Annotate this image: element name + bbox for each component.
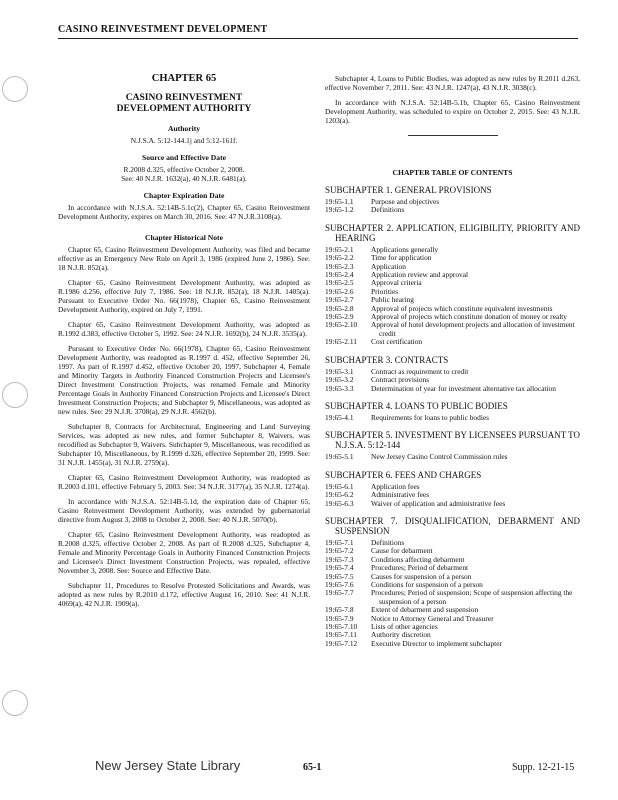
section-number: 19:65-2.4 xyxy=(325,270,354,280)
toc-entry xyxy=(325,483,580,491)
divider-rule xyxy=(408,135,498,136)
section-number: 19:65-7.11 xyxy=(325,630,357,640)
section-title: Executive Director to implement subchapter xyxy=(371,638,502,648)
toc-heading: CHAPTER TABLE OF CONTENTS xyxy=(392,168,513,177)
toc-entry xyxy=(325,271,580,279)
section-title: Approval of hotel development projects and allocation of investment credit xyxy=(371,320,575,338)
section-title: Applications generally xyxy=(371,244,439,254)
page-number: 65-1 xyxy=(303,762,322,773)
section-title: Lists of other agencies xyxy=(371,622,438,631)
subchapter-heading: SUBCHAPTER 5. INVESTMENT BY LICENSEES PURSUANT TO N.J.S.A. 5:12-144 xyxy=(325,430,580,451)
section-title: New Jersey Casino Control Commission rules xyxy=(371,452,508,462)
section-number: 19:65-7.4 xyxy=(325,563,354,573)
history-paragraph: Chapter 65, Casino Reinvestment Development Authority, was adopted as R.1986 d.256, effective July 7, 1986. See: 18 N.J.R. 852(a), 18 N.J.R. 1405(a). Pursuant to Executive Order No. 66(1978), Chapter 65, Casino Reinvestment Development Authority, expired on July 7, 1991. xyxy=(58,278,310,314)
section-number: 19:65-2.1 xyxy=(325,244,354,254)
subchapter-heading: SUBCHAPTER 4. LOANS TO PUBLIC BODIES xyxy=(325,400,508,411)
history-paragraph: Subchapter 11, Procedures to Resolve Protested Solicitations and Awards, was adopted as new rules by R.2010 d.172, effective August 16, 2010. See: 41 N.J.R. 4069(a), 42 N.J.R. 1909(a). xyxy=(58,581,310,608)
expiration-heading: Chapter Expiration Date xyxy=(143,191,225,200)
section-title: Contract provisions xyxy=(371,375,430,385)
toc-entry xyxy=(325,385,580,393)
toc-entry xyxy=(325,615,580,623)
punch-hole-mark xyxy=(2,690,28,716)
section-title: Cause for debarment xyxy=(371,546,433,556)
chapter-title-line: DEVELOPMENT AUTHORITY xyxy=(116,104,252,114)
section-number: 19:65-2.2 xyxy=(325,253,354,263)
section-number: 19:65-2.5 xyxy=(325,278,354,288)
section-title: Procedures; Period of debarment xyxy=(371,563,469,573)
right-column xyxy=(325,74,580,648)
toc-entry xyxy=(325,279,580,287)
history-paragraph: Chapter 65, Casino Reinvestment Development Authority, was filed and became effective as an Emergency New Rule on April 3, 1986 (expired June 2, 1986). See: 18 N.J.R. 852(a). xyxy=(58,245,310,272)
section-title: Administrative fees xyxy=(371,490,430,500)
section-title: Approval of projects which constitute equivalent investments xyxy=(371,303,553,313)
chapter-title xyxy=(58,93,310,115)
section-title: Contract as requirement to credit xyxy=(371,366,469,376)
source-heading: Source and Effective Date xyxy=(141,153,226,162)
section-number: 19:65-6.1 xyxy=(325,481,354,491)
section-title: Application review and approval xyxy=(371,270,469,280)
subchapter-heading: SUBCHAPTER 2. APPLICATION, ELIGIBILITY, PRIORITY AND HEARING xyxy=(325,222,580,243)
section-number: 19:65-3.2 xyxy=(325,375,354,385)
toc-entry xyxy=(325,453,580,461)
section-title: Application xyxy=(371,261,406,271)
section-number: 19:65-6.2 xyxy=(325,490,354,500)
subchapter-heading: SUBCHAPTER 1. GENERAL PROVISIONS xyxy=(325,185,492,195)
section-title: Extent of debarment and suspension xyxy=(371,605,479,615)
history-paragraph: Chapter 65, Casino Reinvestment Development Authority, was readopted as R.2008 d.325, effective October 2, 2008. As part of R.2008 d.325, Subchapter 4, Female and Minority Percentage Goals in Authority Financed Construction Projects and Licensee's Direct Investment Construction Projects, was repealed, effective November 3, 2008. See: Source and Effective Date. xyxy=(58,530,310,575)
section-number: 19:65-7.10 xyxy=(325,622,358,631)
section-title: Priorities xyxy=(371,286,399,296)
supplement-date: Supp. 12-21-15 xyxy=(512,762,575,773)
history-paragraph: Chapter 65, Casino Reinvestment Development Authority, was readopted as R.2003 d.101, effective February 5, 2003. See: 34 N.J.R. 3177(a), 35 N.J.R. 1274(a). xyxy=(58,473,310,491)
section-number: 19:65-2.8 xyxy=(325,303,354,313)
section-title: Causes for suspension of a person xyxy=(371,571,472,581)
running-head: CASINO REINVESTMENT DEVELOPMENT xyxy=(58,24,268,35)
section-number: 19:65-2.9 xyxy=(325,312,354,322)
chapter-title-line: CASINO REINVESTMENT xyxy=(125,93,243,103)
history-paragraph: Chapter 65, Casino Reinvestment Development Authority, was adopted as R.1992 d.383, effective October 5, 1992. See: 24 N.J.R. 1692(b), 24 N.J.R. 3535(a). xyxy=(58,320,310,338)
section-number: 19:65-3.1 xyxy=(325,366,354,376)
left-column xyxy=(58,74,310,614)
section-number: 19:65-2.6 xyxy=(325,286,354,296)
source-line: R.2008 d.325, effective October 2, 2008. xyxy=(123,165,245,174)
history-paragraph: In accordance with N.J.S.A. 52:14B-5.1d, the expiration date of Chapter 65, Casino Reinvestment Development Authority, was extended by gubernatorial directive from August 3, 2008 to October 2, 2008. See: 40 N.J.R. 5070(b). xyxy=(58,497,310,524)
section-number: 19:65-7.7 xyxy=(325,588,354,598)
subchapter-heading: SUBCHAPTER 7. DISQUALIFICATION, DEBARMENT AND SUSPENSION xyxy=(325,515,580,536)
subchapter-heading: SUBCHAPTER 3. CONTRACTS xyxy=(325,354,449,365)
source-line: See: 40 N.J.R. 1632(a), 40 N.J.R. 6481(a). xyxy=(121,174,247,183)
section-number: 19:65-7.2 xyxy=(325,546,354,556)
section-title: Procedures; Period of suspension; Scope of suspension affecting the suspension of a person xyxy=(371,588,573,606)
chapter-label: CHAPTER 65 xyxy=(151,73,217,84)
toc-entry xyxy=(325,246,580,254)
section-title: Cost certification xyxy=(371,337,423,347)
section-number: 19:65-7.12 xyxy=(325,638,358,648)
toc-entry xyxy=(325,288,580,296)
history-paragraph: Subchapter 4, Loans to Public Bodies, was adopted as new rules by R.2011 d.263, effective November 7, 2011. See: 43 N.J.R. 1247(a), 43 N.J.R. 3038(c). xyxy=(325,74,580,92)
section-title: Conditions affecting debarment xyxy=(371,554,465,564)
section-number: 19:65-4.1 xyxy=(325,412,354,422)
section-number: 19:65-2.3 xyxy=(325,261,354,271)
toc-entry xyxy=(325,338,580,346)
section-number: 19:65-1.1 xyxy=(325,197,354,206)
history-paragraph: Pursuant to Executive Order No. 66(1978), Chapter 65, Casino Reinvestment Development Authority, was readopted as R.1997 d. 452, effective September 26, 1997. As part of R.1997 d.452, effective October 20, 1997, Subchapter 4, Female and Minority Targets in Authority Financed Construction Projects and Licensee's Direct Investment Construction Projects, was renamed Female and Minority Percentage Goals in Authority Financed Construction Projects and Licensee's Direct Investment Construction Projects; and Subchapter 9, Miscellaneous, was adopted as new rules. See: 29 N.J.R. 3708(a), 29 N.J.R. 4562(b). xyxy=(58,344,310,416)
history-heading: Chapter Historical Note xyxy=(145,233,223,242)
toc-entry xyxy=(325,589,580,606)
history-paragraph: In accordance with N.J.S.A. 52:14B-5.1b, Chapter 65, Casino Reinvestment Development Authority, was scheduled to expire on October 2, 2015. See: 43 N.J.R. 1203(a). xyxy=(325,98,580,125)
authority-heading: Authority xyxy=(167,124,201,133)
toc-entry xyxy=(325,206,580,214)
section-number: 19:65-7.3 xyxy=(325,554,354,564)
section-number: 19:65-1.2 xyxy=(325,205,354,215)
toc-entry xyxy=(325,198,580,206)
section-number: 19:65-7.9 xyxy=(325,613,354,623)
expiration-text: In accordance with N.J.S.A. 52:14B-5.1c(2), Chapter 65, Casino Reinvestment Development Authority, expires on March 30, 2016. See: 47 N.J.R.3108(a). xyxy=(58,203,310,221)
section-title: Waiver of application and administrative fees xyxy=(371,498,506,508)
section-title: Approval of projects which constitute donation of money or realty xyxy=(371,312,568,322)
section-title: Application fees xyxy=(371,481,420,491)
section-number: 19:65-2.11 xyxy=(325,337,357,347)
library-stamp: New Jersey State Library xyxy=(95,758,241,773)
toc-entry xyxy=(325,414,580,422)
toc-entry xyxy=(325,640,580,648)
section-number: 19:65-2.10 xyxy=(325,320,358,330)
punch-hole-mark xyxy=(2,382,28,408)
section-number: 19:65-2.7 xyxy=(325,295,354,305)
section-title: Definitions xyxy=(371,205,405,215)
toc-entry xyxy=(325,254,580,262)
toc-entry xyxy=(325,368,580,376)
section-number: 19:65-3.3 xyxy=(325,383,354,393)
punch-hole-mark xyxy=(2,76,28,102)
section-title: Definitions xyxy=(371,537,405,547)
section-title: Time for application xyxy=(371,253,432,263)
section-title: Authority discretion xyxy=(371,630,431,640)
table-of-contents xyxy=(325,185,580,648)
section-number: 19:65-6.3 xyxy=(325,498,354,508)
history-paragraph: Subchapter 8, Contracts for Architectural, Engineering and Land Surveying Services, was adopted as new rules, and former Subchapter 8, Waivers, was recodified as Subchapter 9, Waivers. Subchapter 9, Miscellaneous, was recodified as Subchapter 10, Miscellaneous, by R.1999 d.326, effective September 20, 1999. See: 31 N.J.R. 1455(a), 31 N.J.R. 2759(a). xyxy=(58,422,310,467)
section-title: Requirements for loans to public bodies xyxy=(371,412,490,422)
section-title: Determination of year for investment alternative tax allocation xyxy=(371,383,556,393)
section-number: 19:65-7.8 xyxy=(325,605,354,615)
section-title: Public hearing xyxy=(371,295,414,305)
section-number: 19:65-7.1 xyxy=(325,537,354,547)
section-title: Conditions for suspension of a person xyxy=(371,579,483,589)
toc-entry xyxy=(325,539,580,547)
toc-entry xyxy=(325,321,580,338)
toc-entry xyxy=(325,623,580,631)
header-rule xyxy=(58,38,578,39)
section-title: Notice to Attorney General and Treasurer xyxy=(371,613,494,623)
section-title: Purpose and objectives xyxy=(371,197,440,206)
section-number: 19:65-7.6 xyxy=(325,579,354,589)
subchapter-heading: SUBCHAPTER 6. FEES AND CHARGES xyxy=(325,469,482,480)
section-number: 19:65-7.5 xyxy=(325,571,354,581)
toc-entry xyxy=(325,500,580,508)
section-number: 19:65-5.1 xyxy=(325,452,354,462)
section-title: Approval criteria xyxy=(371,278,422,288)
authority-text: N.J.S.A. 5:12-144.1j and 5:12-161f. xyxy=(130,136,238,145)
